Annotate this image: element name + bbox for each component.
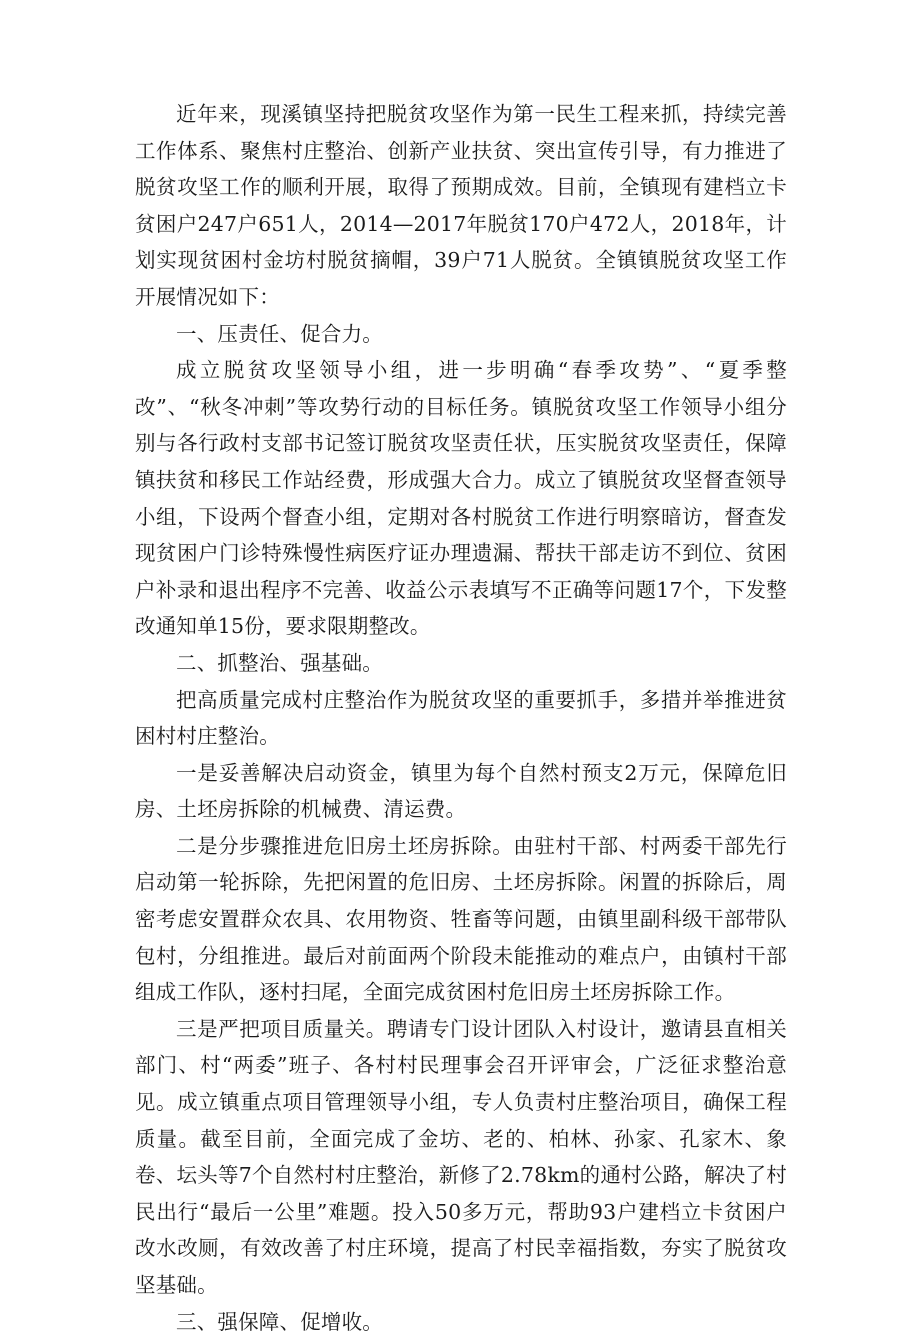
paragraph-responsibility: 成立脱贫攻坚领导小组，进一步明确“春季攻势”、“夏季整改”、“秋冬冲刺”等攻势行动的目标任务。镇脱贫攻坚工作领导小组分别与各行政村支部书记签订脱贫攻坚责任状，压实脱贫攻坚责任，保障镇扶贫和移民工作站经费，形成强大合力。成立了镇脱贫攻坚督查领导小组，下设两个督查小组，定期对各村脱贫工作进行明察暗访，督查发现贫困户门诊特殊慢性病医疗证办理遗漏、帮扶干部走访不到位、贫困户补录和退出程序不完善、收益公示表填写不正确等问题17个，下发整改通知单15份，要求限期整改。	[135, 358, 787, 639]
paragraph-point-1: 一是妥善解决启动资金，镇里为每个自然村预支2万元，保障危旧房、土坯房拆除的机械费、清运费。	[135, 760, 787, 822]
section-heading-1: 一、压责任、促合力。	[176, 321, 383, 346]
paragraph-point-3: 三是严把项目质量关。聘请专门设计团队入村设计，邀请县直相关部门、村“两委”班子、各村村民理事会召开评审会，广泛征求整治意见。成立镇重点项目管理领导小组，专人负责村庄整治项目，确保工程质量。截至目前，全面完成了金坊、老的、柏林、孙家、孔家木、象卷、坛头等7个自然村村庄整治，新修了2.78km的通村公路，解决了村民出行“最后一公里”难题。投入50多万元，帮助93户建档立卡贫困户改水改厕，有效改善了村庄环境，提高了村民幸福指数，夯实了脱贫攻坚基础。	[135, 1016, 787, 1297]
paragraph-village-renovation: 把高质量完成村庄整治作为脱贫攻坚的重要抓手，多措并举推进贫困村村庄整治。	[135, 687, 787, 749]
paragraph-point-2: 二是分步骤推进危旧房土坯房拆除。由驻村干部、村两委干部先行启动第一轮拆除，先把闲置的危旧房、土坯房拆除。闲置的拆除后，周密考虑安置群众农具、农用物资、牲畜等问题，由镇里副科级干部带队包村，分组推进。最后对前面两个阶段未能推动的难点户，由镇村干部组成工作队，逐村扫尾，全面完成贫困村危旧房土坯房拆除工作。	[135, 833, 787, 1005]
section-heading-2: 二、抓整治、强基础。	[176, 650, 383, 675]
document-body	[135, 96, 787, 1340]
section-heading-3: 三、强保障、促增收。	[176, 1309, 383, 1334]
paragraph-intro: 近年来，现溪镇坚持把脱贫攻坚作为第一民生工程来抓，持续完善工作体系、聚焦村庄整治、创新产业扶贫、突出宣传引导，有力推进了脱贫攻坚工作的顺利开展，取得了预期成效。目前，全镇现有建档立卡贫困户247户651人，2014—2017年脱贫170户472人，2018年，计划实现贫困村金坊村脱贫摘帽，39户71人脱贫。全镇镇脱贫攻坚工作开展情况如下：	[135, 102, 787, 309]
